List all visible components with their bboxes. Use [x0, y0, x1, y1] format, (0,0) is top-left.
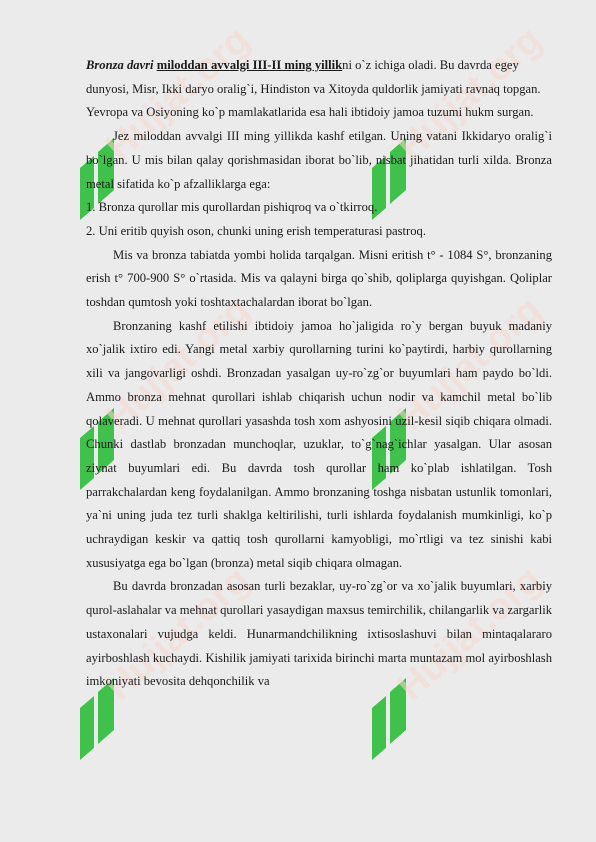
intro-text: ni o`z ichiga oladi. Bu davrda egey dunyosi, Misr, Ikki daryo oralig`i, Hindiston va Xitoyda quldorlik jamiyati ravnaq topgan. Yevropa va Osiyoning ko`p mamlakatlarida esa hali ibtidoiy jamoa tuzumi hukm surgan. — [86, 58, 541, 120]
paragraph-intro — [86, 54, 552, 125]
list-item-2: 2. Uni eritib quyish oson, chunki uning erish temperaturasi pastroq. — [86, 223, 426, 238]
paragraph-significance: Bronzaning kashf etilishi ibtidoiy jamoa ho`jaligida ro`y bergan buyuk madaniy xo`jalik ixtiro edi. Yangi metal xarbiy qurollarning turini ko`paytirdi, harbiy qurollarning xili va jangovarligi oshdi. Bronzadan yasalgan uy-ro`zg`or buyumlari ham paydo bo`ldi. Ammo bronza mehnat qurollari ishlab chiqarish uchun nodir va kamchil metal bo`lib qolaveradi. U mehnat qurollari yasashda tosh xom ashyosini uzil-kesil siqib chiqara olmadi. Chunki dastlab bronzadan munchoqlar, uzuklar, to`g`nag`ichlar yasalgan. Ular asosan ziynat buyumlari edi. Bu davrda tosh qurollar ham ko`plab ishlatilgan. Tosh parrakchalardan keng foydalanilgan. Ammo bronzaning toshga nisbatan ustunlik tomonlari, ya`ni uning juda tez turli shaklga keltirilishi, turli ishlarda foydalanish mumkinligi, ko`p uchraydigan keskir va qattiq tosh qurollarni kamyobligi, mo`rtligi va tez sinishi kabi xususiyatga ega bo`lgan (bronza) metal siqib chiqara olmagan. — [86, 318, 552, 570]
document-body — [86, 54, 552, 694]
intro-date-range: miloddan avvalgi III-II ming yillik — [156, 58, 343, 72]
intro-term: Bronza davri — [86, 58, 154, 72]
paragraph-melting: Mis va bronza tabiatda yombi holida tarqalgan. Misni eritish t° - 1084 S°, bronzaning erish t° 700-900 S° o`rtasida. Mis va qalayni birga qo`shib, qoliplarga quyishgan. Qoliplar toshdan qumtosh yoki toshtaxtachalardan iborat bo`lgan. — [86, 247, 552, 310]
paragraph-crafts: Bu davrda bronzadan asosan turli bezaklar, uy-ro`zg`or va xo`jalik buyumlari, xarbiy qurol-aslahalar va mehnat qurollari yasaydigan maxsus temirchilik, chilangarlik va zargarlik ustaxonalari vujudga keldi. Hunarmandchilikning ixtisoslashuvi bilan mintaqalararo ayirboshlash kuchaydi. Kishilik jamiyati tarixida birinchi marta muntazam mol ayirboshlash imkoniyati bevosita dehqonchilik va — [86, 579, 552, 689]
list-item-1: 1. Bronza qurollar mis qurollardan pishiqroq va o`tkirroq. — [86, 200, 378, 215]
paragraph-discovery: Jez miloddan avvalgi III ming yillikda kashf etilgan. Uning vatani Ikkidaryo oralig`i bo`lgan. U mis bilan qalay qorishmasidan iborat bo`lib, nisbat jihatidan turli xilda. Bronza metal sifatida ko`p afzalliklarga ega: — [86, 129, 552, 191]
